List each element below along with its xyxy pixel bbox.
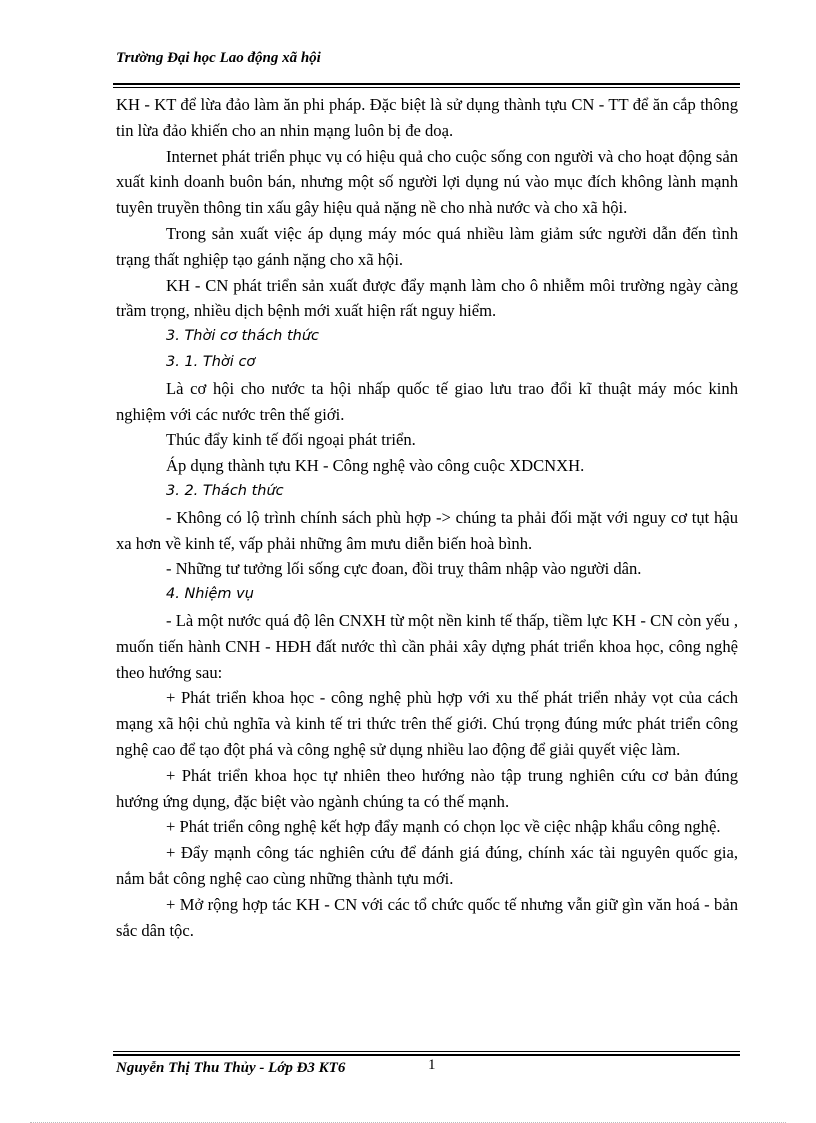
section-heading: 4. Nhiệm vụ	[166, 586, 254, 603]
subsection-heading: 3. 1. Thời cơ	[166, 353, 256, 370]
paragraph: + Phát triển khoa học - công nghệ phù hợp với xu thế phát triển nhảy vọt của cách mạng xã hội chủ nghĩa và kinh tế tri thức trên thế giới. Chú trọng đúng mức phát triển công nghệ cao để tạo đột phá và công nghệ sử dụng nhiều lao động để giải quyết việc làm.	[116, 688, 738, 759]
paragraph: - Không có lộ trình chính sách phù hợp -> chúng ta phải đối mặt với nguy cơ tụt hậu xa hơn về kinh tế, vấp phải những âm mưu diễn biến hoà bình.	[116, 507, 738, 553]
paragraph: + Phát triển công nghệ kết hợp đẩy mạnh có chọn lọc về ciệc nhập khẩu công nghệ.	[166, 817, 721, 837]
paragraph: Là cơ hội cho nước ta hội nhấp quốc tế giao lưu trao đổi kĩ thuật máy móc kinh nghiệm với các nước trên thế giới.	[116, 378, 738, 424]
header-rule-top	[113, 83, 740, 85]
paragraph: - Là một nước quá độ lên CNXH từ một nền kinh tế thấp, tiềm lực KH - CN còn yếu , muốn tiến hành CNH - HĐH đất nước thì cần phải xây dựng phát triển khoa học, công nghệ theo hướng sau:	[116, 610, 738, 682]
footer-rule-bottom	[113, 1054, 740, 1056]
paragraph: + Đẩy mạnh công tác nghiên cứu để đánh giá đúng, chính xác tài nguyên quốc gia, nắm bắt công nghệ cao cùng những thành tựu mới.	[116, 843, 738, 888]
footer-rule-top	[113, 1051, 740, 1052]
paragraph: Internet phát triển phục vụ có hiệu quả cho cuộc sống con người và cho hoạt động sản xuất kinh doanh buôn bán, nhưng một số người lợi dụng nú vào mục đích không lành mạnh tuyên truyền thông tin xấu gây hiệu quả nặng nề cho nhà nước và cho xã hội.	[116, 146, 738, 218]
page-number: 1	[428, 1057, 436, 1073]
section-heading: 3. Thời cơ thách thức	[166, 328, 320, 345]
footer-author: Nguyễn Thị Thu Thủy - Lớp Đ3 KT6	[116, 1060, 346, 1076]
paragraph: + Mở rộng hợp tác KH - CN với các tổ chức quốc tế nhưng vẫn giữ gìn văn hoá - bản sắc dân tộc.	[116, 894, 738, 940]
paragraph: Áp dụng thành tựu KH - Công nghệ vào công cuộc XDCNXH.	[166, 456, 585, 476]
paragraph: KH - KT để lừa đảo làm ăn phi pháp. Đặc biệt là sử dụng thành tựu CN - TT để ăn cắp thông tin lừa đảo khiến cho an nhin mạng luôn bị đe doạ.	[116, 95, 738, 140]
subsection-heading: 3. 2. Thách thức	[166, 482, 284, 499]
paragraph: Trong sản xuất việc áp dụng máy móc quá nhiều làm giảm sức người dẫn đến tình trạng thất nghiệp tạo gánh nặng cho xã hội.	[116, 223, 738, 269]
paragraph: - Những tư tưởng lối sống cực đoan, đồi truỵ thâm nhập vào người dân.	[166, 559, 642, 579]
header-rule-bottom	[113, 87, 740, 88]
paragraph: + Phát triển khoa học tự nhiên theo hướng nào tập trung nghiên cứu cơ bản đúng hướng ứng dụng, đặc biệt vào ngành chúng ta có thế mạnh.	[116, 765, 738, 811]
header-title: Trường Đại học Lao động xã hội	[116, 50, 321, 66]
paragraph: KH - CN phát triển sản xuất được đẩy mạnh làm cho ô nhiễm môi trường ngày càng trầm trọng, nhiều dịch bệnh mới xuất hiện rất nguy hiểm.	[116, 275, 738, 321]
paragraph: Thúc đẩy kinh tế đối ngoại phát triển.	[166, 430, 416, 450]
document-body	[116, 92, 738, 943]
